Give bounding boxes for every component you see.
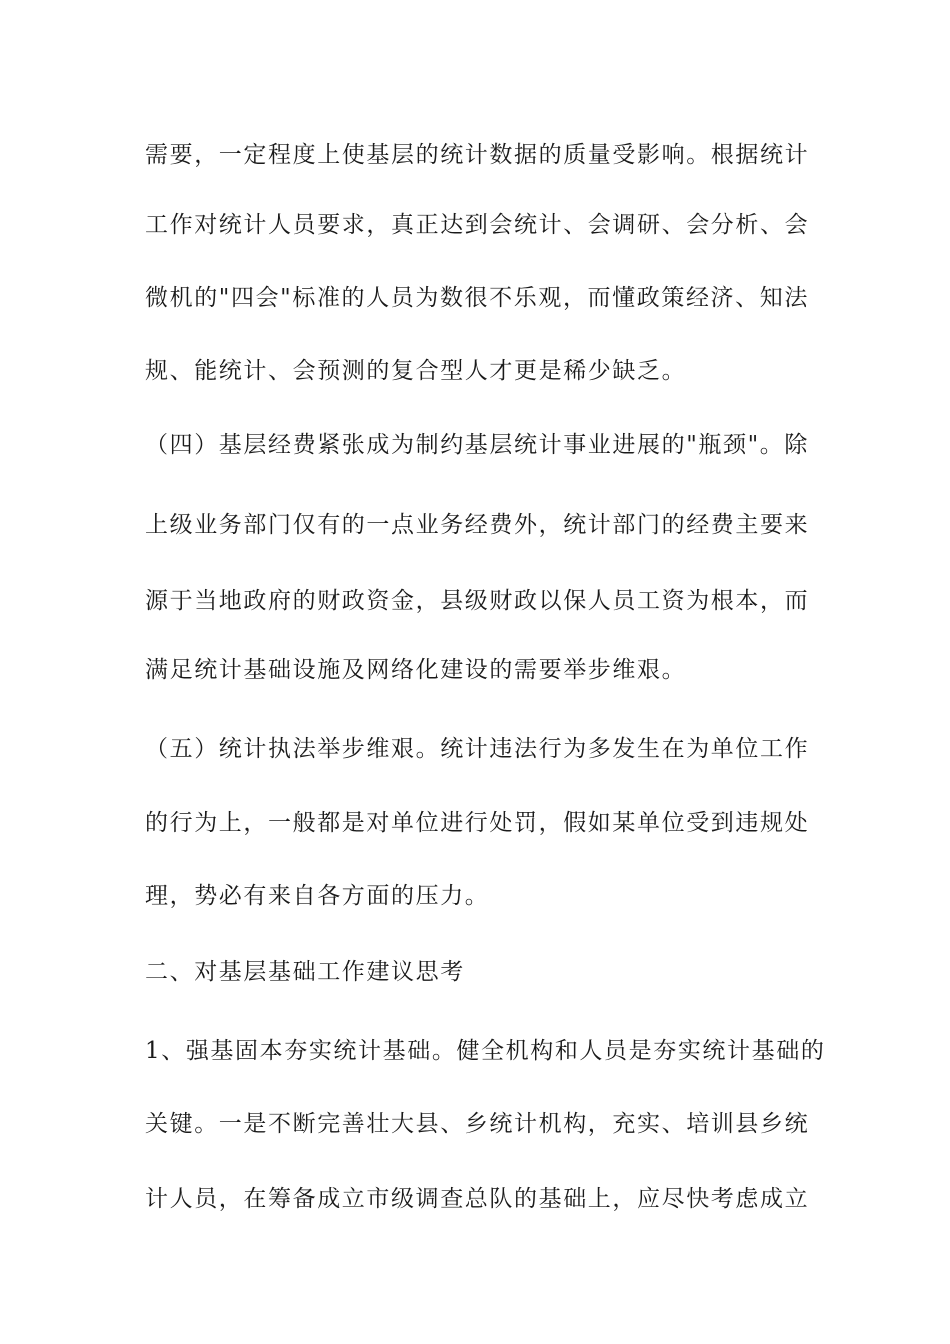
text-line: 上级业务部门仅有的一点业务经费外，统计部门的经费主要来: [145, 512, 810, 538]
text-line: 1、强基固本夯实统计基础。健全机构和人员是夯实统计基础的: [145, 1038, 826, 1064]
text-line: 需要，一定程度上使基层的统计数据的质量受影响。根据统计: [145, 142, 810, 168]
section-heading: 二、对基层基础工作建议思考: [145, 959, 465, 985]
text-line: 工作对统计人员要求，真正达到会统计、会调研、会分析、会: [145, 212, 810, 238]
text-line: 计人员，在筹备成立市级调查总队的基础上，应尽快考虑成立: [145, 1186, 810, 1212]
text-line: 理，势必有来自各方面的压力。: [145, 883, 490, 909]
text-line: 规、能统计、会预测的复合型人才更是稀少缺乏。: [145, 358, 687, 384]
text-line: （四）基层经费紧张成为制约基层统计事业进展的"瓶颈"。除: [145, 432, 809, 458]
text-line: 关键。一是不断完善壮大县、乡统计机构，充实、培训县乡统: [145, 1111, 810, 1137]
text-line: 源于当地政府的财政资金，县级财政以保人员工资为根本，而: [145, 588, 810, 614]
text-line: （五）统计执法举步维艰。统计违法行为多发生在为单位工作: [145, 736, 810, 762]
text-line: 满足统计基础设施及网络化建设的需要举步维艰。: [145, 657, 687, 683]
text-line: 的行为上，一般都是对单位进行处罚，假如某单位受到违规处: [145, 810, 810, 836]
text-line: 微机的"四会"标准的人员为数很不乐观，而懂政策经济、知法: [145, 285, 809, 311]
